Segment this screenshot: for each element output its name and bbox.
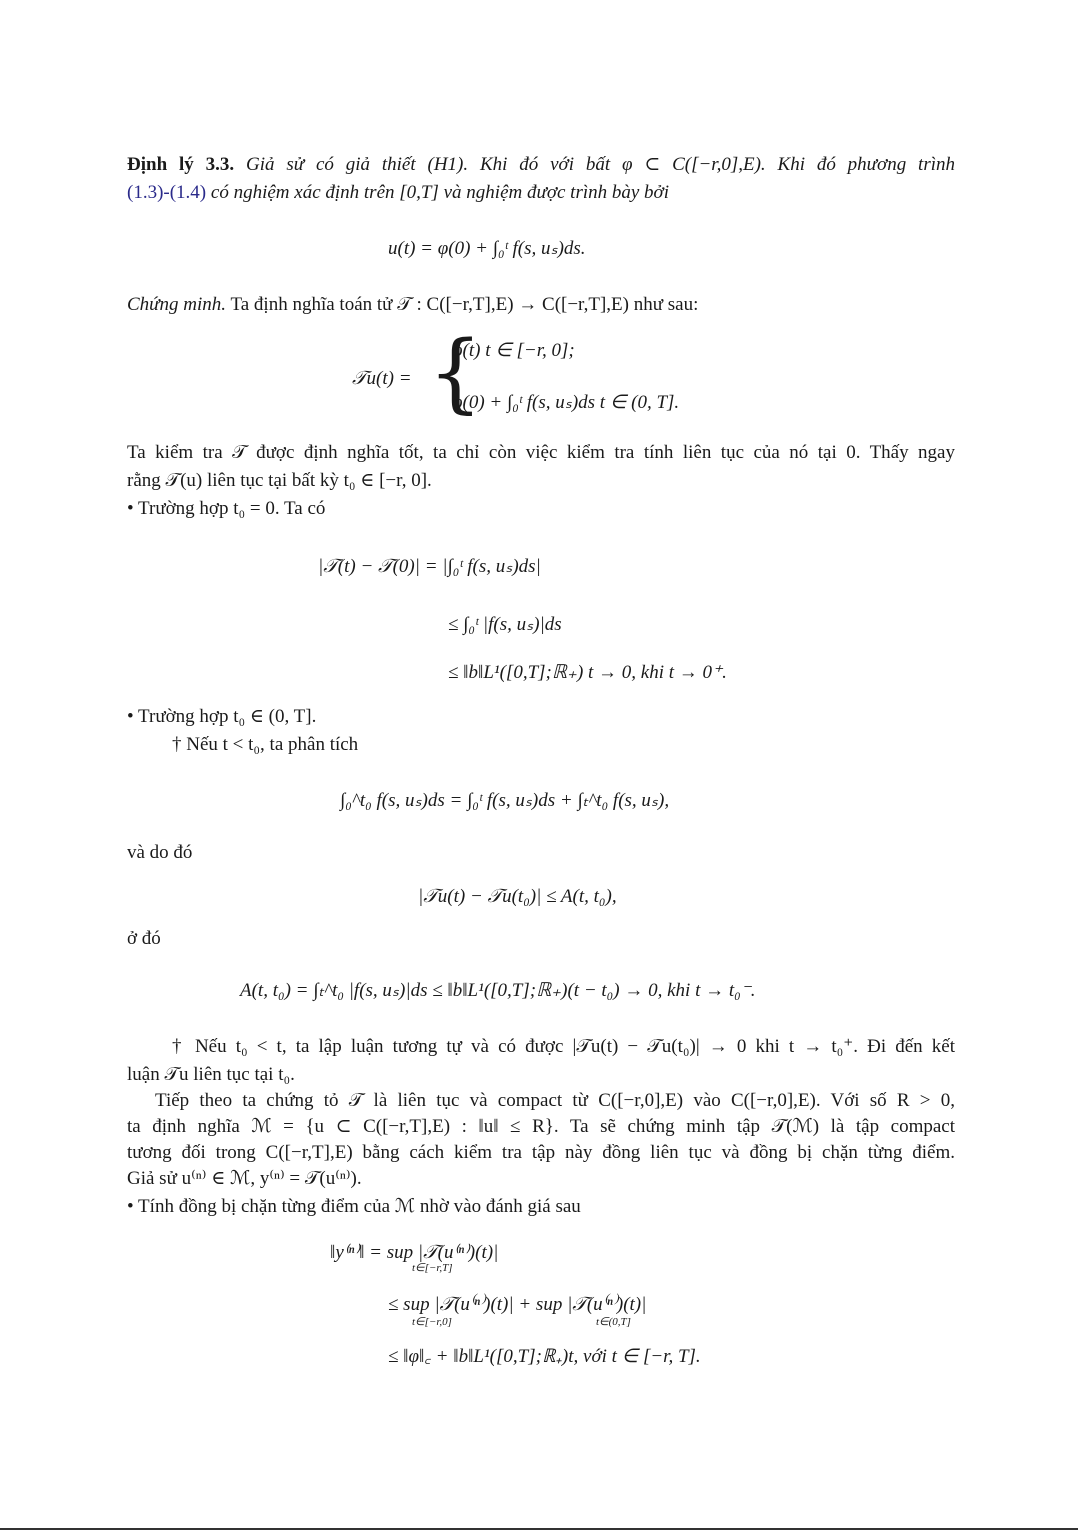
sup-subscript: t∈[−r,0] (412, 1316, 452, 1328)
subcase-line: luận 𝒯u liên tục tại t₀. (127, 1064, 295, 1085)
paragraph-line: rằng 𝒯(u) liên tục tại bất kỳ t₀ ∈ [−r, 0]. (127, 470, 432, 491)
theorem-statement: Giả sử có giả thiết (H1). Khi đó với bất φ ⊂ C([−r,0],E). Khi đó phương trình (245, 154, 955, 175)
operator-lhs: 𝒯u(t) = (352, 368, 412, 389)
proof-intro: Ta định nghĩa toán tử 𝒯 : C([−r,T],E) → C([−r,T],E) như sau: (230, 294, 699, 315)
estimate-line: ≤ ‖b‖L¹([0,T];ℝ₊) t → 0, khi t → 0⁺. (448, 662, 727, 683)
cases-brace: { (428, 323, 483, 423)
estimate-line: ≤ sup |𝒯(u⁽ⁿ⁾)(t)| + sup |𝒯(u⁽ⁿ⁾)(t)| (388, 1294, 647, 1315)
estimate-line: ≤ ∫₀ᵗ |f(s, uₛ)|ds (448, 614, 562, 635)
theorem-line-1 (127, 152, 955, 178)
sup-subscript: t∈[−r,T] (412, 1262, 453, 1274)
operator-case-2: φ(0) + ∫₀ᵗ f(s, uₛ)ds t ∈ (0, T]. (452, 392, 680, 413)
equation-difference: |𝒯u(t) − 𝒯u(t₀)| ≤ A(t, t₀), (418, 886, 617, 907)
text-line: và do đó (127, 842, 193, 863)
paragraph-line: Giả sử u⁽ⁿ⁾ ∈ ℳ, y⁽ⁿ⁾ = 𝒯(u⁽ⁿ⁾). (127, 1168, 362, 1189)
proof-intro-line (127, 292, 698, 318)
operator-case-1: φ(t) t ∈ [−r, 0]; (452, 340, 575, 361)
case-heading: • Trường hợp t₀ = 0. Ta có (127, 498, 326, 519)
proof-label: Chứng minh. (127, 294, 227, 315)
text-line: ở đó (127, 928, 161, 949)
equation-split: ∫₀^t₀ f(s, uₛ)ds = ∫₀ᵗ f(s, uₛ)ds + ∫ₜ^t₀ f(s, uₛ), (340, 790, 670, 811)
equation-solution: u(t) = φ(0) + ∫₀ᵗ f(s, uₛ)ds. (388, 238, 586, 259)
subcase-line: † Nếu t < t₀, ta phân tích (172, 734, 359, 755)
page-bottom-rule (0, 1528, 1078, 1530)
paragraph-line: Ta kiểm tra 𝒯 được định nghĩa tốt, ta chỉ còn việc kiểm tra tính liên tục của nó tại 0. Thấy ngay (127, 442, 955, 463)
paragraph-line: ta định nghĩa ℳ = {u ⊂ C([−r,T],E) : ‖u‖ ≤ R}. Ta sẽ chứng minh tập 𝒯(ℳ) là tập compact (127, 1116, 955, 1137)
theorem-label: Định lý 3.3. (127, 154, 235, 175)
subcase-line: † Nếu t₀ < t, ta lập luận tương tự và có được |𝒯u(t) − 𝒯u(t₀)| → 0 khi t → t₀⁺. Đi đến kết (172, 1036, 955, 1057)
paragraph-line: tương đối trong C([−r,T],E) bằng cách kiểm tra tập này đồng liên tục và đồng bị chặn từng điểm. (127, 1142, 955, 1163)
estimate-line: ‖y⁽ⁿ⁾‖ = sup |𝒯(u⁽ⁿ⁾)(t)| (330, 1242, 499, 1263)
estimate-line: ≤ ‖φ‖꜀ + ‖b‖L¹([0,T];ℝ₊)t, với t ∈ [−r, T]. (388, 1346, 701, 1367)
estimate-line: |𝒯(t) − 𝒯(0)| = |∫₀ᵗ f(s, uₛ)ds| (318, 556, 541, 577)
case-heading: • Trường hợp t₀ ∈ (0, T]. (127, 706, 317, 727)
sup-subscript: t∈(0,T] (596, 1316, 631, 1328)
case-heading: • Tính đồng bị chặn từng điểm của ℳ nhờ vào đánh giá sau (127, 1196, 581, 1217)
equation-reference-link[interactable]: (1.3)-(1.4) (127, 182, 207, 203)
theorem-statement-cont: có nghiệm xác định trên [0,T] và nghiệm được trình bày bởi (206, 182, 669, 203)
paragraph-line: Tiếp theo ta chứng tỏ 𝒯 là liên tục và compact từ C([−r,0],E) vào C([−r,0],E). Với số R > 0, (155, 1090, 955, 1111)
equation-A: A(t, t₀) = ∫ₜ^t₀ |f(s, uₛ)|ds ≤ ‖b‖L¹([0,T];ℝ₊)(t − t₀) → 0, khi t → t₀⁻. (240, 980, 756, 1001)
theorem-line-2 (127, 180, 669, 206)
